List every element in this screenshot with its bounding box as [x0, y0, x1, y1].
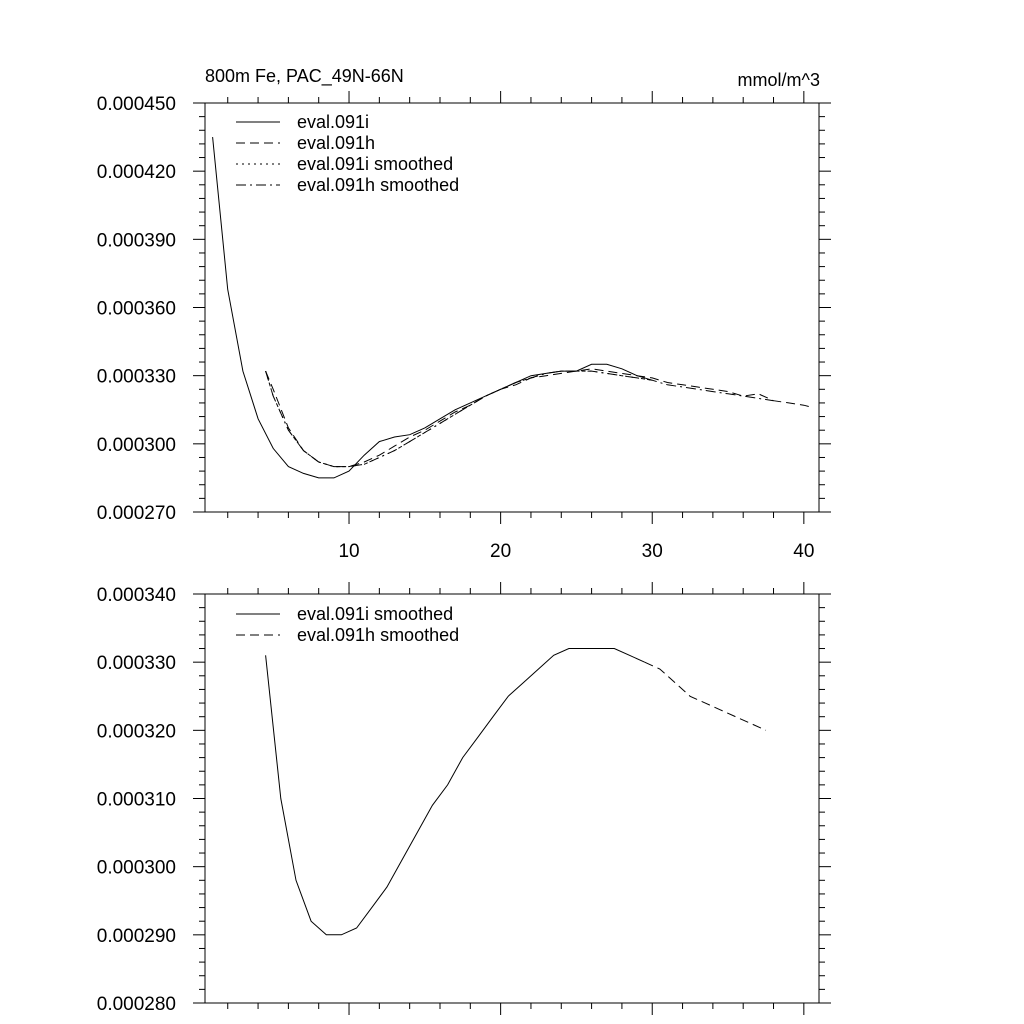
y-tick-label: 0.000300 [96, 434, 176, 456]
y-tick-label: 0.000340 [96, 585, 176, 606]
y-tick-label: 0.000330 [96, 366, 176, 388]
y-tick-label: 0.000300 [96, 857, 176, 879]
bottom-panel [97, 582, 831, 1015]
legend-label: eval.091i [297, 112, 370, 132]
legend-label: eval.091i smoothed [297, 154, 454, 174]
series-line [266, 371, 653, 467]
y-tick-label: 0.000360 [96, 298, 176, 320]
y-tick-label: 0.000320 [96, 721, 176, 743]
legend-label: eval.091h smoothed [297, 175, 460, 195]
legend-label: eval.091h smoothed [297, 625, 460, 645]
y-tick-label: 0.000420 [96, 162, 176, 184]
units-label: mmol/m^3 [737, 70, 820, 90]
series-line [266, 649, 645, 935]
y-tick-label: 0.000290 [96, 925, 176, 947]
top-panel [97, 66, 831, 562]
x-tick-label: 30 [641, 541, 663, 562]
series-line [266, 369, 813, 467]
x-tick-label: 20 [490, 541, 512, 562]
y-tick-label: 0.000280 [96, 994, 176, 1015]
y-tick-label: 0.000390 [96, 230, 176, 252]
x-tick-label: 10 [338, 541, 360, 562]
series-line [645, 662, 766, 730]
y-tick-label: 0.000270 [96, 503, 176, 524]
legend-label: eval.091i smoothed [297, 604, 454, 624]
legend-label: eval.091h [297, 133, 376, 153]
y-tick-label: 0.000450 [96, 94, 176, 115]
y-tick-label: 0.000310 [96, 789, 176, 811]
chart-title: 800m Fe, PAC_49N-66N [205, 66, 404, 86]
x-tick-label: 40 [793, 541, 815, 562]
series-line [266, 371, 774, 467]
y-tick-label: 0.000330 [96, 653, 176, 675]
plot-frame [205, 594, 819, 1003]
